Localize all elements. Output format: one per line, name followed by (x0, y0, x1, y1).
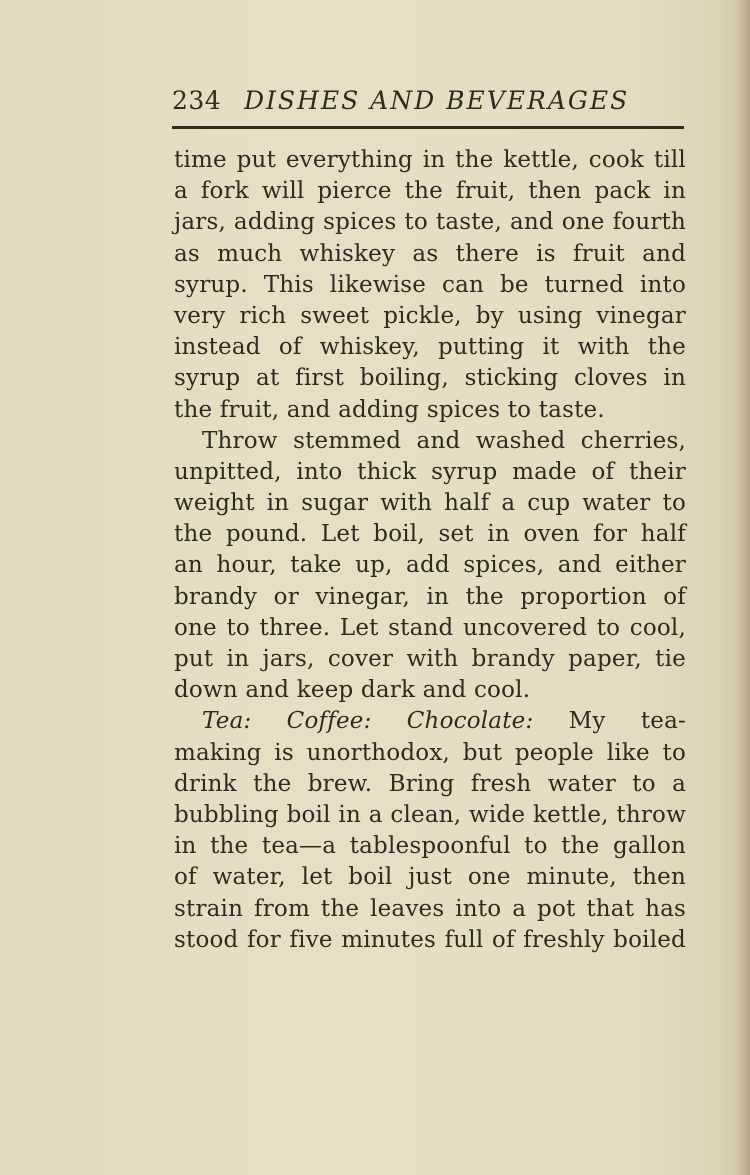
body-text (174, 145, 686, 956)
text-line: very rich sweet pickle, by using vinegar (174, 302, 686, 329)
text-line: making is unorthodox, but people like to (174, 739, 686, 766)
text-line: stood for five minutes full of freshly boiled (174, 926, 686, 953)
text-line: bubbling boil in a clean, wide kettle, throw (174, 801, 686, 828)
text-line: instead of whiskey, putting it with the (174, 334, 686, 361)
text-line: the pound. Let boil, set in oven for half (174, 521, 686, 548)
text-line: syrup at first boiling, sticking cloves in (174, 365, 686, 392)
text-line: jars, adding spices to taste, and one fourth (174, 209, 686, 236)
tea-heading-line (174, 706, 686, 737)
text-line: unpitted, into thick syrup made of their (174, 458, 686, 485)
text-line: in the tea—a tablespoonful to the gallon (174, 833, 686, 860)
text-line: the fruit, and adding spices to taste. (174, 396, 605, 423)
text-line: weight in sugar with half a cup water to (174, 490, 686, 517)
text-line: an hour, take up, add spices, and either (174, 552, 686, 579)
text-line: drink the brew. Bring fresh water to a (174, 770, 686, 797)
text-line: one to three. Let stand uncovered to cool, (174, 614, 686, 641)
text-line: down and keep dark and cool. (174, 677, 531, 704)
page-edge-shadow (736, 0, 750, 1175)
tea-line-rest: My tea- (568, 708, 686, 735)
tea-heading: Tea: Coffee: Chocolate: (202, 708, 534, 735)
text-line: of water, let boil just one minute, then (174, 864, 686, 891)
text-line: Throw stemmed and washed cherries, (202, 427, 686, 454)
text-line: syrup. This likewise can be turned into (174, 271, 686, 298)
text-line: put in jars, cover with brandy paper, tie (174, 646, 686, 672)
header-rule (172, 126, 684, 129)
text-line: time put everything in the kettle, cook till (174, 147, 686, 173)
text-line: brandy or vinegar, in the proportion of (174, 583, 686, 610)
text-line: as much whiskey as there is fruit and (174, 240, 686, 267)
page-number: 234 (172, 86, 222, 115)
running-head: DISHES AND BEVERAGES (244, 86, 630, 115)
page-header (172, 86, 686, 126)
text-line: strain from the leaves into a pot that has (174, 895, 686, 922)
text-line: a fork will pierce the fruit, then pack in (174, 178, 686, 205)
